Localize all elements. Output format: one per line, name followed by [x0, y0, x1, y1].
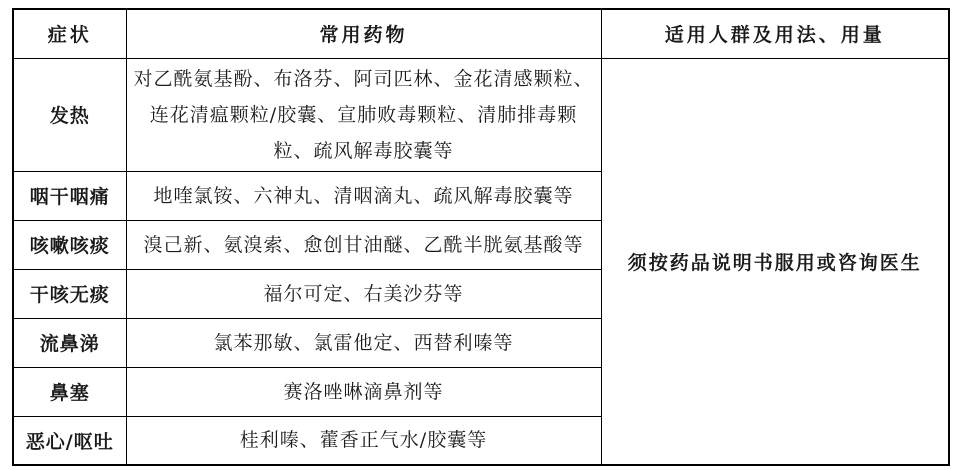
- symptom-medication-table: [12, 8, 950, 466]
- symptom-cell-runny-nose: 流鼻涕: [13, 318, 126, 367]
- header-symptom: 症状: [13, 9, 126, 58]
- header-drugs: 常用药物: [126, 9, 601, 58]
- drugs-cell-runny-nose: 氯苯那敏、氯雷他定、西替利嗪等: [126, 318, 601, 367]
- header-usage: 适用人群及用法、用量: [601, 9, 949, 58]
- drugs-cell-nasal-congestion: 赛洛唑啉滴鼻剂等: [126, 367, 601, 416]
- symptom-cell-nasal-congestion: 鼻塞: [13, 367, 126, 416]
- symptom-cell-productive-cough: 咳嗽咳痰: [13, 220, 126, 269]
- usage-merged-cell: 须按药品说明书服用或咨询医生: [601, 58, 949, 465]
- symptom-cell-sore-throat: 咽干咽痛: [13, 171, 126, 220]
- symptom-cell-fever: 发热: [13, 58, 126, 171]
- symptom-cell-nausea-vomiting: 恶心/呕吐: [13, 416, 126, 465]
- drugs-cell-productive-cough: 溴己新、氨溴索、愈创甘油醚、乙酰半胱氨基酸等: [126, 220, 601, 269]
- drugs-cell-nausea-vomiting: 桂利嗪、藿香正气水/胶囊等: [126, 416, 601, 465]
- drugs-cell-fever: 对乙酰氨基酚、布洛芬、阿司匹林、金花清感颗粒、连花清瘟颗粒/胶囊、宣肺败毒颗粒、清肺排毒颗粒、疏风解毒胶囊等: [126, 58, 601, 171]
- table-header-row: [13, 9, 949, 58]
- drugs-cell-sore-throat: 地喹氯铵、六神丸、清咽滴丸、疏风解毒胶囊等: [126, 171, 601, 220]
- table-row-fever: [13, 58, 949, 171]
- drugs-cell-dry-cough: 福尔可定、右美沙芬等: [126, 269, 601, 318]
- symptom-cell-dry-cough: 干咳无痰: [13, 269, 126, 318]
